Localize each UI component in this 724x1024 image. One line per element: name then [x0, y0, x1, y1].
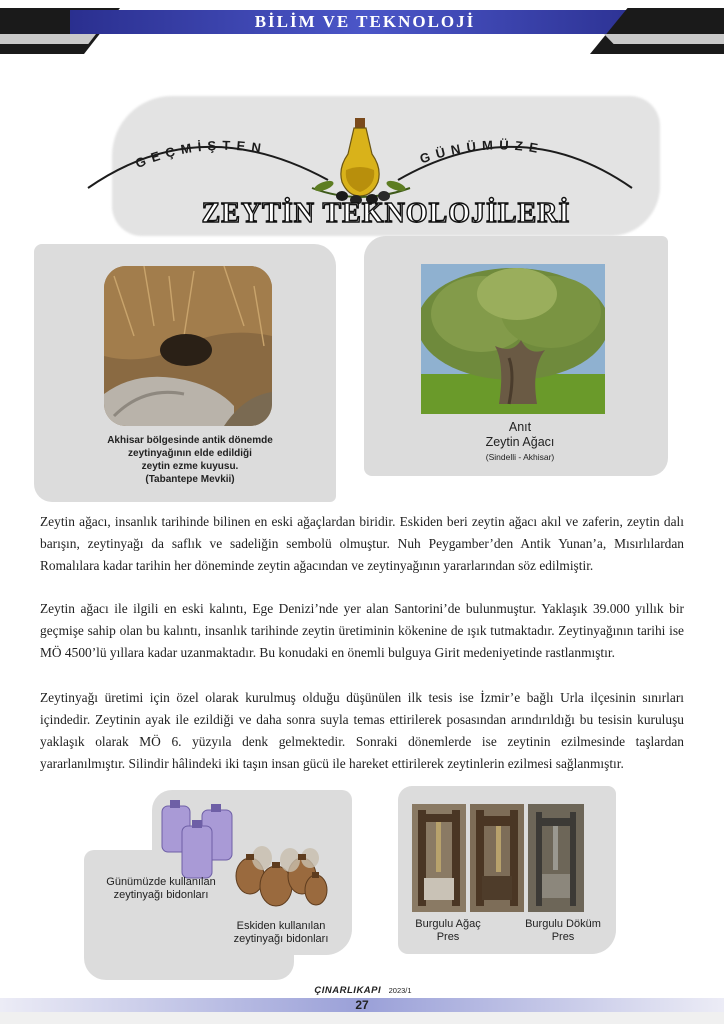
- paragraph-2: Zeytin ağacı ile ilgili en eski kalıntı, Ege Denizi’nde yer alan Santorini’de bulunmuştur. Yaklaşık 39.000 yıllık bir geçmişe sahip olan bu kalıntı, insanlık tarihinde zeytin üretiminin kökenine de ışık tutmaktadır. Zeytinyağının tarihi ise MÖ 4500’lü yıllara kadar uzanmaktadır. Bu konudaki en önemli bulguya Girit medeniyetinde rastlanmıştır.: [40, 601, 684, 660]
- olive-crushing-well-photo: [104, 266, 272, 426]
- article-title: ZEYTİN TEKNOLOJİLERİ: [201, 198, 571, 229]
- left-photo-caption: Akhisar bölgesinde antik dönemde zeytinyağının elde edildiği zeytin ezme kuyusu. (Tabantepe Mevkii): [107, 435, 273, 485]
- paragraph-1: Zeytin ağacı, insanlık tarihinde bilinen en eski ağaçlardan biridir. Eskiden beri zeytin ağacı akıl ve zaferin, zeytin dalı barışın, zeytinyağı da saflık ve sadeliğin sembolü olmuştur. Nuh Peygamber’den Antik Yunan’a, Mısırlılardan Romalılara kadar tarihin her döneminde zeytin ağacından ve zeytinyağının yararlarından söz edilmiştir.: [40, 514, 684, 573]
- arc-text-left: GEÇMİŞTEN: [133, 137, 268, 172]
- header-left-stripe: [0, 34, 96, 44]
- right-photo-caption: Anıt Zeytin Ağacı: [485, 420, 555, 449]
- monument-olive-tree-photo: [421, 264, 605, 414]
- wooden-press-caption: Burgulu Ağaç Pres: [415, 918, 481, 943]
- presses-photo: [412, 804, 584, 912]
- page-number: 27: [355, 998, 369, 1012]
- arc-text-right: GÜNÜMÜZE: [417, 137, 545, 167]
- old-jugs-caption: Eskiden kullanılan zeytinyağı bidonları: [233, 920, 329, 945]
- modern-jugs-caption: Günümüzde kullanılan zeytinyağı bidonları: [106, 876, 216, 901]
- old-oil-jugs-photo: [232, 836, 328, 912]
- issue-number: 2023/1: [388, 986, 412, 995]
- cast-press-caption: Burgulu Döküm Pres: [525, 918, 601, 943]
- right-photo-subcaption: (Sindelli - Akhisar): [485, 452, 555, 462]
- footer-strip: [0, 1012, 724, 1024]
- modern-oil-jugs-photo: [156, 796, 236, 880]
- magazine-name: ÇINARLIKAPI: [314, 985, 382, 996]
- paragraph-3: Zeytinyağı üretimi için özel olarak kurulmuş olduğu düşünülen ilk tesis ise İzmir’e bağlı Urla ilçesinin sınırları içindedir. Zeytinin ayak ile ezildiği ve daha sonra suyla temas ettirilerek posasından arındırıldığı bu tesisin kuruluşu yaklaşık olarak MÖ 6. yüzyıla denk gelmektedir. Sonraki dönemlerde ise zeytinin ezilmesinde taşlardan yararlanılmıştır. Silindir hâlindeki iki taşın insan gücü ile hareket ettirilerek zeytinlerin ezilmesi sağlanmıştır.: [40, 690, 684, 771]
- footer-brand: [308, 980, 418, 998]
- olive-oil-bottle-icon: [341, 118, 379, 196]
- header-right-stripe: [604, 34, 724, 44]
- section-title: BİLİM VE TEKNOLOJİ: [254, 12, 476, 31]
